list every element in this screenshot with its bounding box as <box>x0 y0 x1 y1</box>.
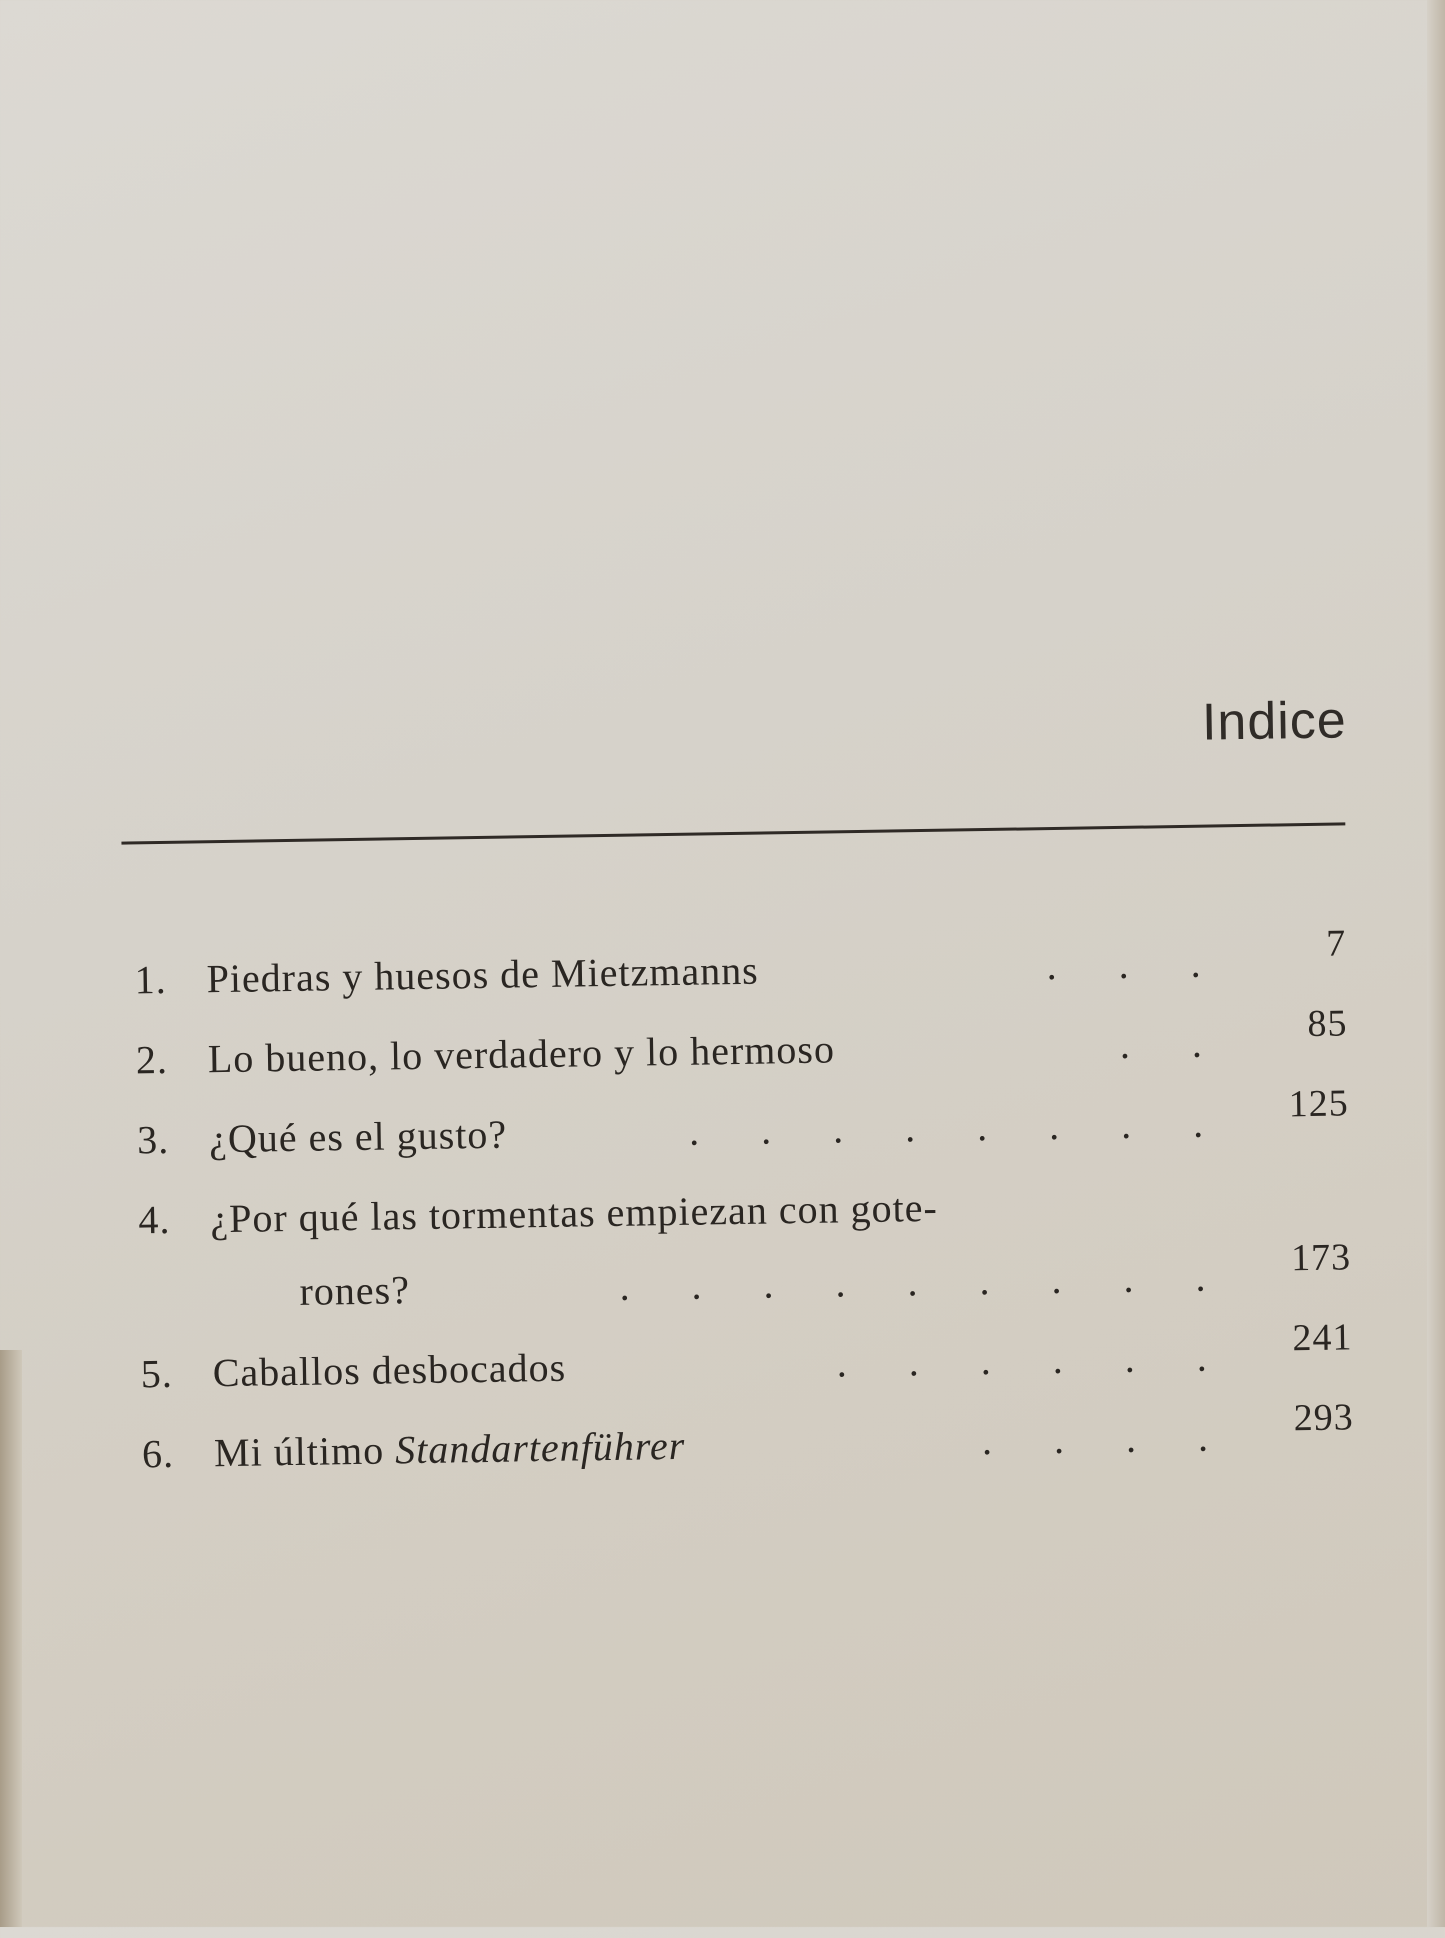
entry-number: 5. <box>140 1350 174 1397</box>
toc-entry-3 <box>136 1082 1350 1163</box>
entry-number: 1. <box>134 956 167 1003</box>
leader-dots: . . . . . . <box>836 1334 1234 1386</box>
entry-title: Piedras y huesos de Mietzmanns <box>206 947 760 1002</box>
leader-dots: . . <box>1119 1020 1229 1067</box>
entry-page: 7 <box>1325 922 1347 965</box>
leader-dots: . . . <box>1046 940 1227 989</box>
entry-number: 3. <box>136 1116 170 1163</box>
entry-page: 125 <box>1288 1082 1350 1126</box>
entry-page: 241 <box>1292 1316 1353 1360</box>
entry-title-italic: Standartenführer <box>394 1422 686 1473</box>
toc-entry-1 <box>134 922 1347 1003</box>
toc-entry-4-continued <box>139 1236 1352 1317</box>
entry-title: Caballos desbocados <box>212 1344 567 1396</box>
entry-title-continued: rones? <box>299 1267 411 1314</box>
entry-page: 173 <box>1290 1236 1352 1280</box>
title-rule <box>121 822 1345 844</box>
leader-dots: . . . . <box>981 1414 1235 1464</box>
page-title: Indice <box>1201 691 1348 752</box>
entry-title: ¿Por qué las tormentas empiezan con gote- <box>210 1184 939 1242</box>
entry-title <box>214 1423 686 1476</box>
toc-entry-6 <box>141 1396 1355 1477</box>
entry-title: Lo bueno, lo verdadero y lo hermoso <box>207 1026 836 1082</box>
leader-dots: . . . . . . . . <box>688 1100 1230 1154</box>
toc-entry-5 <box>140 1316 1353 1397</box>
toc-entry-2 <box>135 1002 1349 1083</box>
entry-number: 6. <box>141 1430 175 1477</box>
entry-page: 85 <box>1307 1002 1348 1046</box>
entry-title: ¿Qué es el gusto? <box>208 1111 508 1162</box>
toc-entry-4 <box>138 1178 1351 1243</box>
leader-dots: . . . . . . . . . <box>619 1254 1232 1309</box>
entry-number: 4. <box>138 1196 171 1243</box>
entry-page: 293 <box>1293 1396 1354 1440</box>
entry-number: 2. <box>135 1036 169 1083</box>
entry-title-roman: Mi último <box>213 1427 385 1476</box>
